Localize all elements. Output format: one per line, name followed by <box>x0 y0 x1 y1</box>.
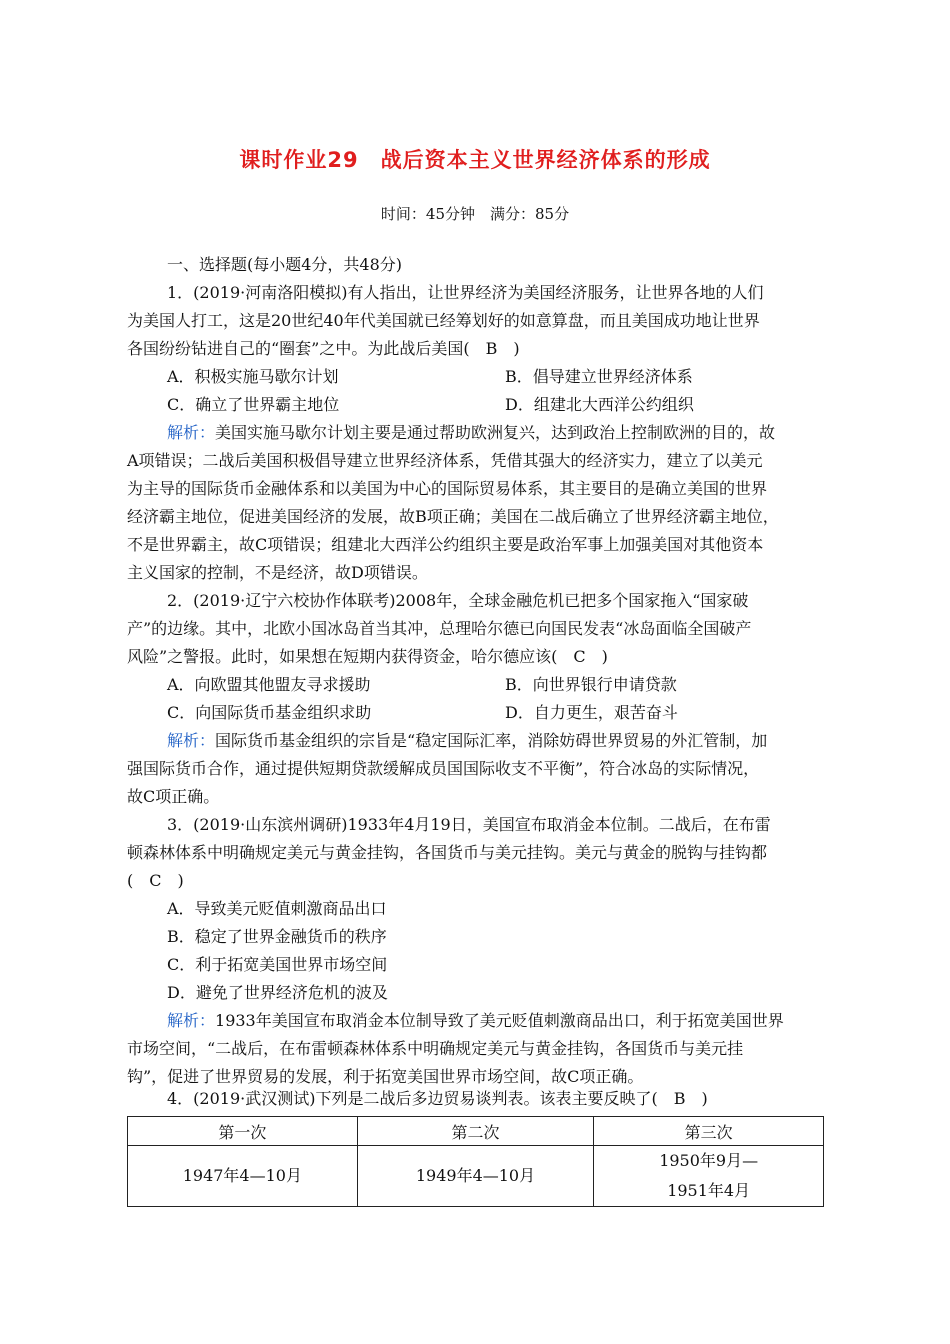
q1-analysis-line: 经济霸主地位，促进美国经济的发展，故B项正确；美国在二战后确立了世界经济霸主地位， <box>127 507 779 526</box>
table-cell-line: 1950年9月— <box>659 1151 759 1170</box>
q3-analysis-line: 市场空间，“二战后，在布雷顿森林体系中明确规定美元与黄金挂钩，各国货币与美元挂 <box>127 1039 744 1058</box>
q2-option-b: B．向世界银行申请贷款 <box>505 675 677 694</box>
q1-line: 各国纷纷钻进自己的“圈套”之中。为此战后美国( B ) <box>127 339 520 358</box>
q1-line: 为美国人打工，这是20世纪40年代美国就已经筹划好的如意算盘，而且美国成功地让世界 <box>127 311 760 330</box>
q3-option-c: C．利于拓宽美国世界市场空间 <box>167 955 388 974</box>
exam-meta: 时间：45分钟 满分：85分 <box>380 205 570 223</box>
q1-analysis-line: A项错误；二战后美国积极倡导建立世界经济体系，凭借其强大的经济实力，建立了以美元 <box>127 451 763 470</box>
table-header-cell: 第三次 <box>594 1117 824 1146</box>
table-cell: 1947年4—10月 <box>128 1146 358 1207</box>
q4-line: 4．(2019·武汉测试)下列是二战后多边贸易谈判表。该表主要反映了( B ) <box>167 1089 708 1108</box>
q1-option-b: B．倡导建立世界经济体系 <box>505 367 693 386</box>
section-heading: 一、选择题(每小题4分，共48分) <box>167 255 403 274</box>
q2-line: 风险”之警报。此时，如果想在短期内获得资金，哈尔德应该( C ) <box>127 647 608 666</box>
analysis-label: 解析： <box>167 731 216 750</box>
table-row <box>128 1146 824 1207</box>
q2-option-d: D．自力更生，艰苦奋斗 <box>505 703 678 722</box>
q1-analysis-line <box>167 423 775 443</box>
negotiation-table <box>127 1116 824 1207</box>
q2-option-c: C．向国际货币基金组织求助 <box>167 703 372 722</box>
table-header-cell: 第一次 <box>128 1117 358 1146</box>
table-header-row <box>128 1117 824 1146</box>
q3-analysis-line <box>167 1011 784 1031</box>
table-cell-line: 1951年4月 <box>667 1181 751 1200</box>
q1-option-d: D．组建北大西洋公约组织 <box>505 395 694 414</box>
q3-analysis-line: 钩”，促进了世界贸易的发展，利于拓宽美国世界市场空间，故C项正确。 <box>127 1067 644 1086</box>
q1-analysis-line: 主义国家的控制，不是经济，故D项错误。 <box>127 563 428 582</box>
q1-option-c: C．确立了世界霸主地位 <box>167 395 340 414</box>
q2-line: 2．(2019·辽宁六校协作体联考)2008年，全球金融危机已把多个国家拖入“国家破 <box>167 591 749 610</box>
q1-analysis-line: 不是世界霸主，故C项错误；组建北大西洋公约组织主要是政治军事上加强美国对其他资本 <box>127 535 764 554</box>
q1-option-a: A．积极实施马歇尔计划 <box>167 367 339 386</box>
q3-line: 顿森林体系中明确规定美元与黄金挂钩，各国货币与美元挂钩。美元与黄金的脱钩与挂钩都 <box>127 843 768 862</box>
analysis-text: 国际货币基金组织的宗旨是“稳定国际汇率，消除妨碍世界贸易的外汇管制，加 <box>215 731 768 750</box>
q2-analysis-line <box>167 731 767 751</box>
q1-line: 1．(2019·河南洛阳模拟)有人指出，让世界经济为美国经济服务，让世界各地的人们 <box>167 283 764 302</box>
analysis-text: 美国实施马歇尔计划主要是通过帮助欧洲复兴，达到政治上控制欧洲的目的，故 <box>215 423 776 442</box>
q3-line: ( C ) <box>127 871 184 890</box>
q2-option-a: A．向欧盟其他盟友寻求援助 <box>167 675 371 694</box>
page-title: 课时作业29 战后资本主义世界经济体系的形成 <box>239 148 711 172</box>
q2-analysis-line: 强国际货币合作，通过提供短期贷款缓解成员国国际收支不平衡”，符合冰岛的实际情况， <box>127 759 760 778</box>
q3-option-b: B．稳定了世界金融货币的秩序 <box>167 927 387 946</box>
analysis-text: 1933年美国宣布取消金本位制导致了美元贬值刺激商品出口，利于拓宽美国世界 <box>215 1011 784 1030</box>
table-cell <box>594 1146 824 1207</box>
analysis-label: 解析： <box>167 1011 216 1030</box>
q1-analysis-line: 为主导的国际货币金融体系和以美国为中心的国际贸易体系，其主要目的是确立美国的世界 <box>127 479 768 498</box>
table-header-cell: 第二次 <box>357 1117 594 1146</box>
q2-line: 产”的边缘。其中，北欧小国冰岛首当其冲，总理哈尔德已向国民发表“冰岛面临全国破产 <box>127 619 752 638</box>
q2-analysis-line: 故C项正确。 <box>127 787 220 806</box>
table-cell: 1949年4—10月 <box>357 1146 594 1207</box>
q3-option-a: A．导致美元贬值刺激商品出口 <box>167 899 387 918</box>
q3-option-d: D．避免了世界经济危机的波及 <box>167 983 388 1002</box>
analysis-label: 解析： <box>167 423 216 442</box>
q3-line: 3．(2019·山东滨州调研)1933年4月19日，美国宣布取消金本位制。二战后，在布雷 <box>167 815 771 834</box>
